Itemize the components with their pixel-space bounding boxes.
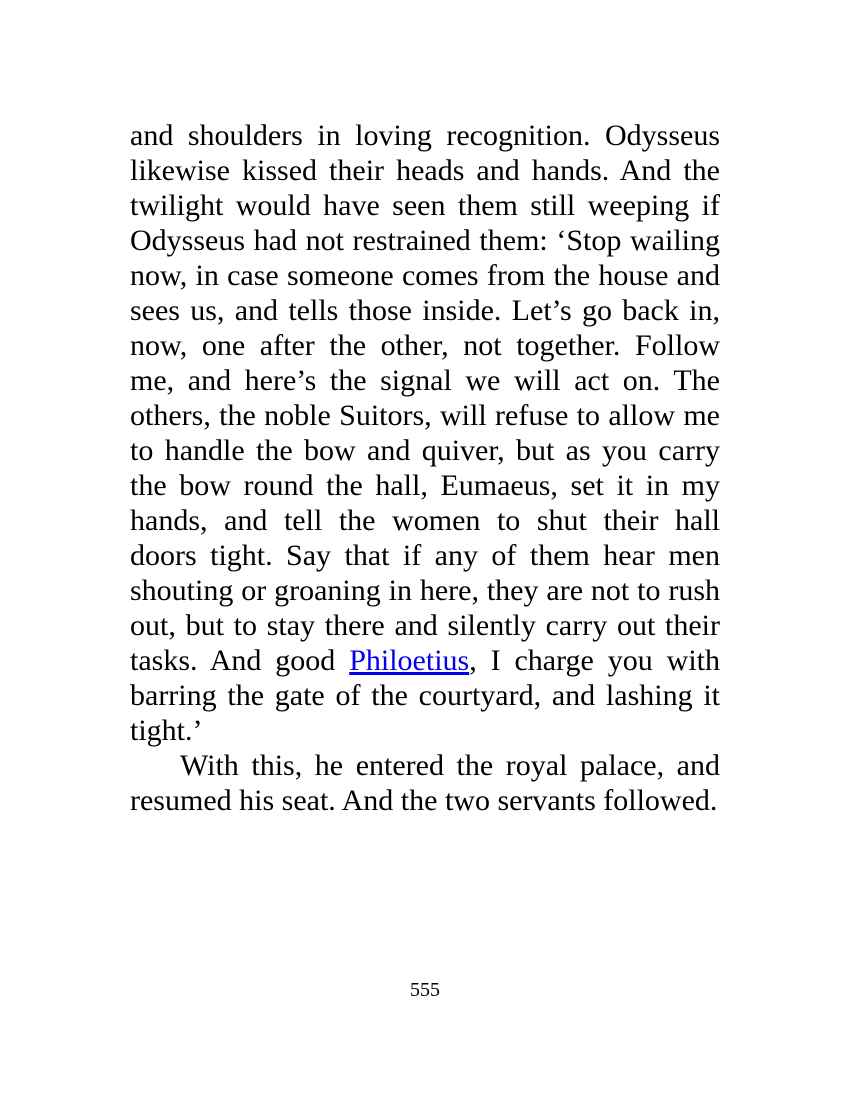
- body-text: [130, 118, 720, 818]
- paragraph-1-text-after-link: , I charge you with barring the gate of the courtyard, and lashing it tight.’: [130, 644, 720, 747]
- paragraph-2: With this, he entered the royal palace, and resumed his seat. And the two servants followed.: [130, 749, 720, 817]
- page-number: 555: [410, 979, 440, 1001]
- paragraph-1: [130, 118, 720, 748]
- paragraph-1-text-before-link: and shoulders in loving recognition. Odysseus likewise kissed their heads and hands. And the twilight would have seen them still weeping if Odysseus had not restrained them: ‘Stop wailing now, in case someone comes from the house and sees us, and tells those inside. Let’s go back in, now, one after the other, not together. Follow me, and here’s the signal we will act on. The others, the noble Suitors, will refuse to allow me to handle the bow and quiver, but as you carry the bow round the hall, Eumaeus, set it in my hands, and tell the women to shut their hall doors tight. Say that if any of them hear men shouting or groaning in here, they are not to rush out, but to stay there and silently carry out their tasks. And good: [130, 119, 720, 677]
- philoetius-link[interactable]: Philoetius: [349, 644, 470, 677]
